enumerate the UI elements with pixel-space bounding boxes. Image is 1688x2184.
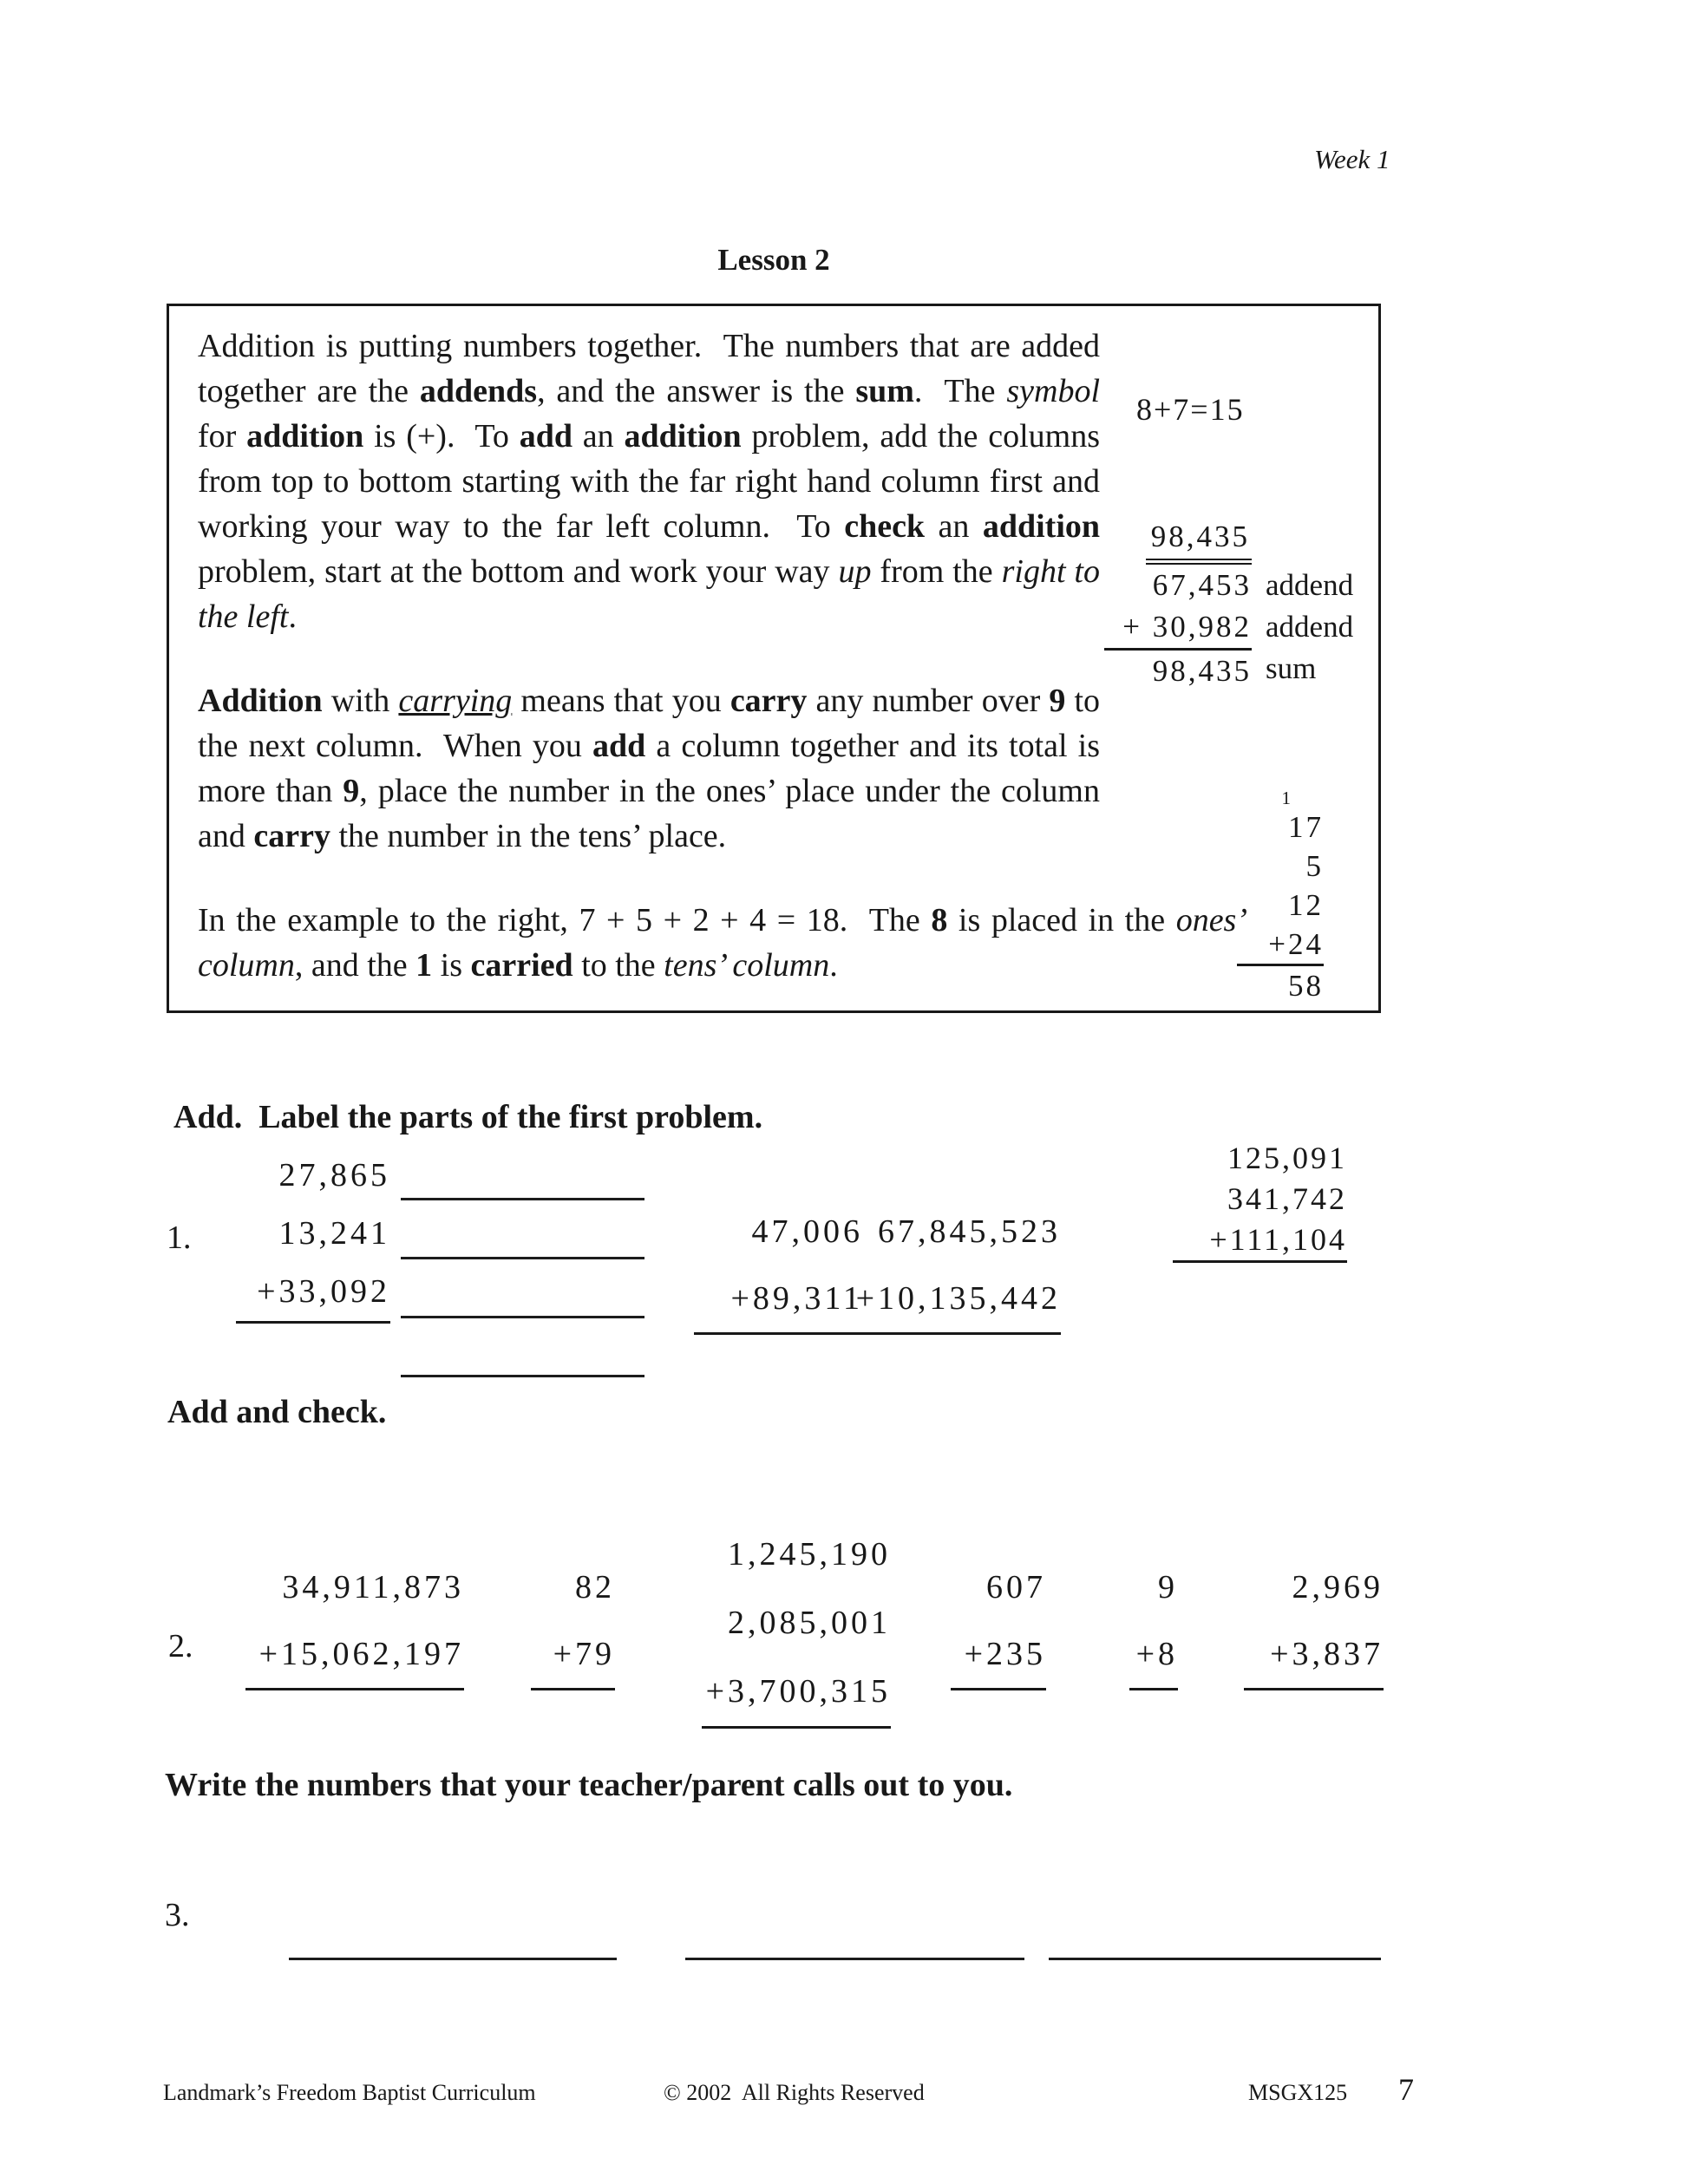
problem-2-number: 2.: [168, 1628, 193, 1664]
addend-label: addend: [1266, 610, 1354, 644]
addend-value: +3,837: [1270, 1636, 1384, 1672]
blank-answer-line[interactable]: [1049, 1958, 1381, 1960]
blank-answer-line[interactable]: [401, 1200, 644, 1259]
addend-value: +8: [1135, 1636, 1178, 1672]
addend-value: 34,911,873: [282, 1569, 464, 1605]
section-2-heading: Add and check.: [167, 1394, 387, 1430]
blank-answer-line[interactable]: [685, 1958, 1024, 1960]
lesson-text: [198, 324, 1100, 859]
footer-copyright: © 2002 All Rights Reserved: [664, 2080, 925, 2105]
footer-code: MSGX125: [1248, 2080, 1348, 2105]
blank-answer-line[interactable]: [289, 1958, 617, 1960]
addend-value: 13,241: [278, 1215, 390, 1252]
page-title: Lesson 2: [717, 243, 830, 277]
carry-result: 58: [1288, 969, 1324, 1003]
addend-value: 67,453: [1152, 568, 1252, 602]
problem-2-column-b: [531, 1554, 615, 1690]
carried-digit: 1: [1281, 788, 1291, 808]
week-label: Week 1: [1314, 144, 1390, 174]
carry-addend: +24: [1237, 925, 1324, 966]
addend-value: +111,104: [1209, 1222, 1347, 1257]
section-1-heading: Add. Label the parts of the first problem.: [173, 1099, 763, 1135]
addend-value: +3,700,315: [705, 1673, 891, 1710]
carry-addend: 17: [1288, 810, 1324, 844]
problem-1-number: 1.: [167, 1220, 192, 1256]
footer-publisher: Landmark’s Freedom Baptist Curriculum: [163, 2080, 536, 2105]
addend-value: 2,969: [1292, 1569, 1384, 1605]
addend-value: +89,311: [730, 1280, 863, 1317]
blank-answer-line[interactable]: [401, 1318, 644, 1377]
carry-addend: 12: [1288, 888, 1324, 922]
addition-equation: 8+7=15: [1136, 392, 1245, 427]
addend-value: 47,006: [751, 1213, 863, 1250]
problem-2-column-d: [951, 1554, 1046, 1690]
addend-value: 27,865: [278, 1157, 390, 1193]
check-example: [1104, 516, 1353, 692]
check-value: 98,435: [1104, 516, 1252, 565]
carrying-paragraph: Addition with carrying means that you carry any number over 9 to the next column. When you add a column together and its total is more than 9, place the number in the ones’ place under the column and carry the number in the tens’ place.: [198, 683, 1101, 854]
addend-value: 1,245,190: [728, 1536, 891, 1573]
sum-value: 98,435: [1104, 648, 1252, 692]
addend-value: +79: [553, 1636, 615, 1672]
problem-1-column-c: [798, 1199, 1061, 1335]
example-paragraph: In the example to the right, 7 + 5 + 2 + 4 = 18. The 8 is placed in the ones’ column, and the 1 is carried to the tens’ column.: [198, 902, 1247, 984]
addend-value: +10,135,442: [855, 1280, 1061, 1317]
addend-value: 82: [575, 1569, 615, 1605]
problem-1-column-d: [1173, 1138, 1347, 1263]
problem-2-column-e: [1129, 1554, 1178, 1690]
addend-value: + 30,982: [1122, 610, 1252, 644]
addend-value: 67,845,523: [878, 1213, 1061, 1250]
problem-3-number: 3.: [165, 1897, 190, 1933]
lesson-info-box: [167, 304, 1381, 1013]
intro-paragraph: Addition is putting numbers together. The numbers that are added together are the addends, and the answer is the sum. The symbol for addition is (+). To add an addition problem, add the columns from top to bottom starting with the far right hand column first and working your way to the far left column. To check an addition problem, start at the bottom and work your way up from the right to the left.: [198, 328, 1101, 635]
blank-answer-line[interactable]: [401, 1259, 644, 1318]
addend-value: +15,062,197: [258, 1636, 464, 1672]
addend-value: 341,742: [1227, 1181, 1347, 1216]
addend-label: addend: [1266, 568, 1354, 602]
addend-value: 9: [1158, 1569, 1178, 1605]
blank-answer-line[interactable]: [401, 1141, 644, 1200]
page-number: 7: [1398, 2072, 1414, 2107]
problem-1-column-a: [236, 1147, 390, 1324]
addend-value: 125,091: [1227, 1141, 1347, 1175]
section-3-heading: Write the numbers that your teacher/parent calls out to you.: [165, 1767, 1013, 1803]
sum-label: sum: [1266, 651, 1317, 685]
addend-value: +33,092: [257, 1273, 390, 1310]
problem-2-column-f: [1244, 1554, 1384, 1690]
addend-value: 2,085,001: [728, 1605, 891, 1641]
problem-2-column-c: [702, 1520, 891, 1729]
carry-addend: 5: [1305, 849, 1324, 883]
addend-value: 607: [986, 1569, 1046, 1605]
problem-2-column-a: [245, 1554, 464, 1690]
problem-1-label-lines: [401, 1141, 644, 1377]
carry-example: [1237, 788, 1324, 1005]
addend-value: +235: [964, 1636, 1046, 1672]
